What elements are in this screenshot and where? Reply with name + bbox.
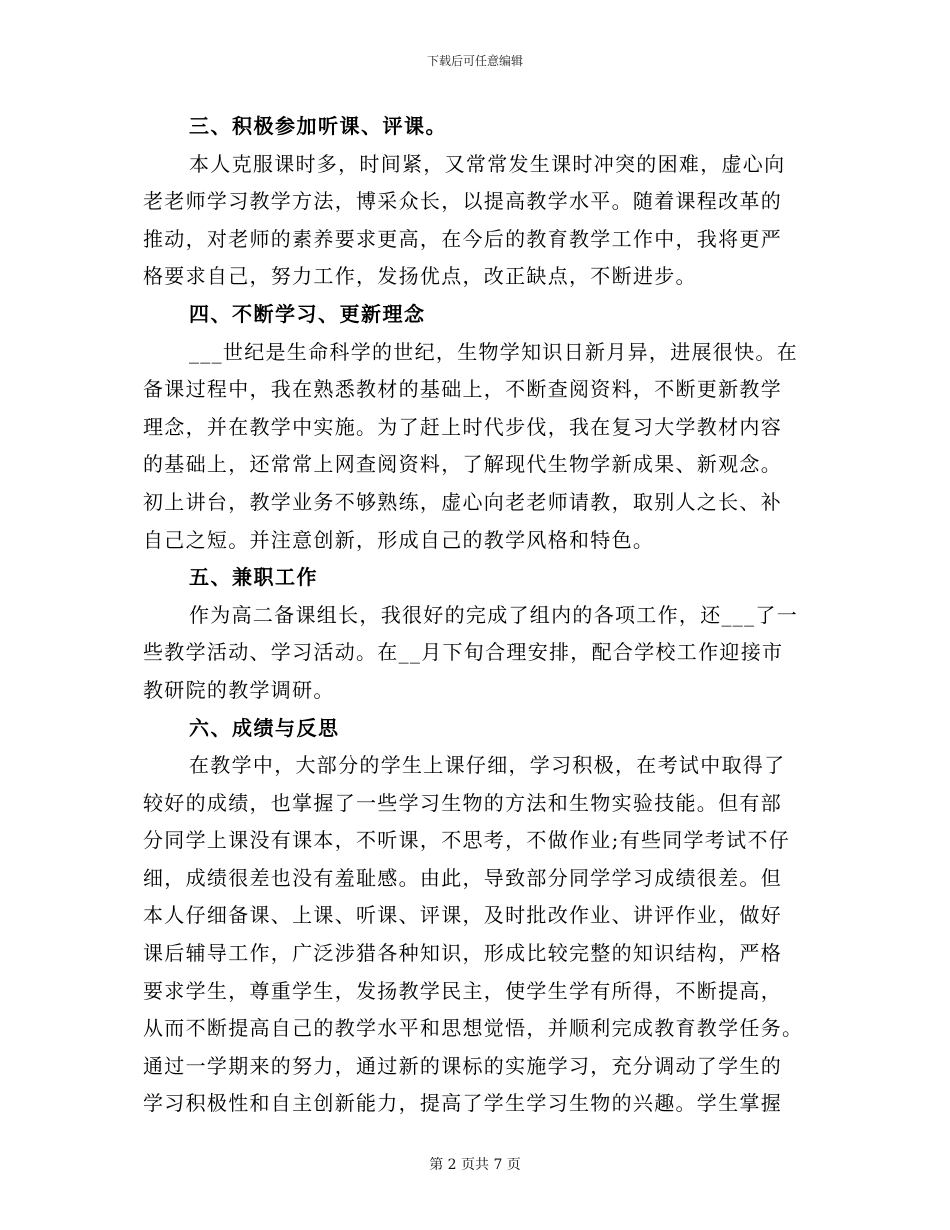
document-body (143, 108, 810, 1123)
paragraph-line: 教研院的教学调研。 (143, 677, 335, 702)
paragraph-line: 作为高二备课组长，我很好的完成了组内的各项工作，还___了一 (189, 602, 798, 627)
paragraph-line: 要求学生，尊重学生，发扬教学民主，使学生学有所得，不断提高， (143, 978, 782, 1003)
section-heading-5: 五、兼职工作 (189, 565, 318, 590)
paragraph-line: 自己之短。并注意创新，形成自己的教学风格和特色。 (143, 527, 655, 552)
paragraph-line: 老老师学习教学方法，博采众长，以提高教学水平。随着课程改革的 (143, 189, 782, 214)
paragraph-line: ___世纪是生命科学的世纪，生物学知识日新月异，进展很快。在 (189, 339, 798, 364)
paragraph-line: 通过一学期来的努力，通过新的课标的实施学习，充分调动了学生的 (143, 1053, 782, 1078)
paragraph-line: 本人克服课时多，时间紧，又常常发生课时冲突的困难，虚心向 (189, 151, 786, 176)
paragraph-line: 分同学上课没有课本，不听课，不思考，不做作业;有些同学考试不仔 (143, 828, 791, 853)
section-heading-6: 六、成绩与反思 (189, 715, 340, 740)
paragraph-line: 学习积极性和自主创新能力，提高了学生学习生物的兴趣。学生掌握 (143, 1091, 782, 1116)
paragraph-line: 备课过程中，我在熟悉教材的基础上，不断查阅资料，不断更新教学 (143, 377, 782, 402)
section-heading-3: 三、积极参加听课、评课。 (189, 114, 447, 138)
paragraph-line: 推动，对老师的素养要求更高，在今后的教育教学工作中，我将更严 (143, 226, 782, 251)
paragraph-line: 在教学中，大部分的学生上课仔细，学习积极，在考试中取得了 (189, 753, 786, 778)
page-header-note: 下载后可任意编辑 (426, 54, 523, 68)
paragraph-line: 较好的成绩，也掌握了一些学习生物的方法和生物实验技能。但有部 (143, 790, 782, 815)
paragraph-line: 从而不断提高自己的教学水平和思想觉悟，并顺利完成教育教学任务。 (143, 1016, 804, 1041)
paragraph-line: 本人仔细备课、上课、听课、评课，及时批改作业、讲评作业，做好 (143, 903, 782, 928)
paragraph-line: 些教学活动、学习活动。在__月下旬合理安排，配合学校工作迎接市 (143, 640, 784, 665)
paragraph-line: 初上讲台，教学业务不够熟练，虚心向老老师请教，取别人之长、补 (143, 489, 782, 514)
paragraph-line: 细，成绩很差也没有羞耻感。由此，导致部分同学学习成绩很差。但 (143, 865, 782, 890)
paragraph-line: 理念，并在教学中实施。为了赶上时代步伐，我在复习大学教材内容 (143, 414, 782, 439)
paragraph-line: 课后辅导工作，广泛涉猎各种知识，形成比较完整的知识结构，严格 (143, 941, 782, 966)
paragraph-line: 的基础上，还常常上网查阅资料，了解现代生物学新成果、新观念。 (143, 452, 782, 477)
page-number-footer: 第 2 页共 7 页 (429, 1157, 521, 1173)
paragraph-line: 格要求自己，努力工作，发扬优点，改正缺点，不断进步。 (143, 264, 697, 289)
section-heading-4: 四、不断学习、更新理念 (189, 301, 426, 326)
